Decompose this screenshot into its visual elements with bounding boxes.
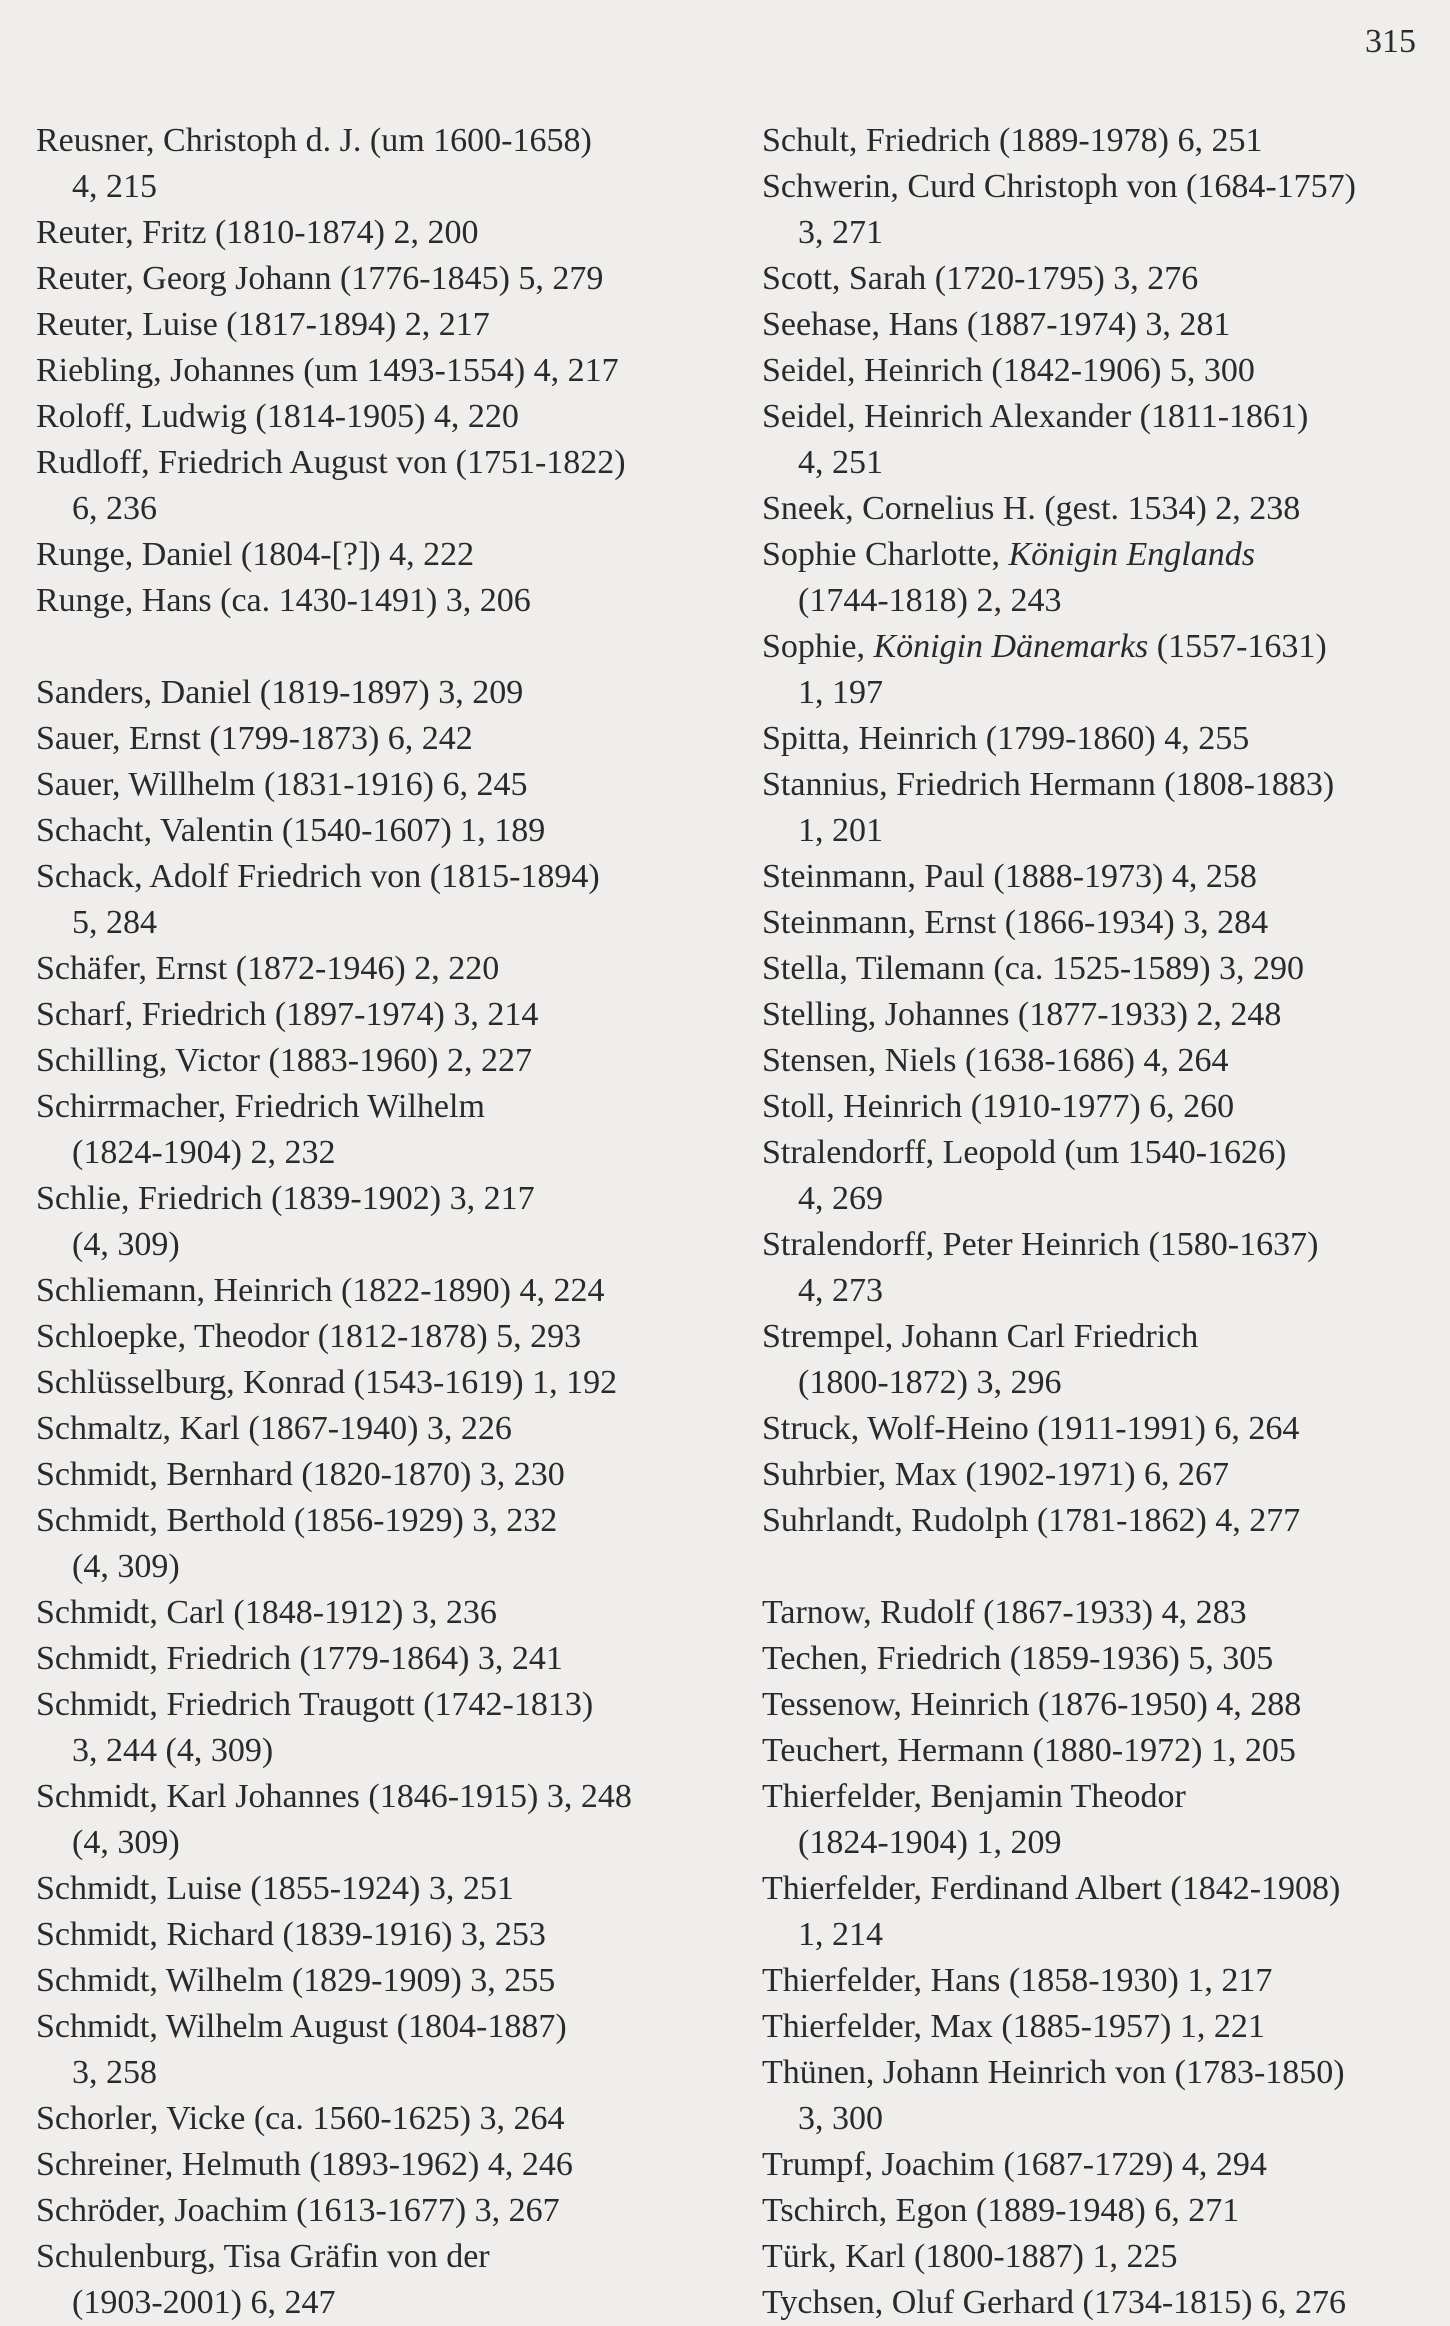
index-entry — [36, 2004, 716, 2096]
entry-text: (4, 309) — [72, 1226, 180, 1263]
index-entry — [762, 854, 1442, 900]
entry-text: (1744-1818) 2, 243 — [798, 582, 1062, 619]
entry-text: Schäfer, Ernst (1872-1946) 2, 220 — [36, 950, 500, 987]
index-entry — [36, 1636, 716, 1682]
entry-text: Schloepke, Theodor (1812-1878) 5, 293 — [36, 1318, 582, 1355]
index-column-right — [762, 118, 1442, 2326]
entry-text: Tschirch, Egon (1889-1948) 6, 271 — [762, 2192, 1240, 2229]
entry-text: Schacht, Valentin (1540-1607) 1, 189 — [36, 812, 546, 849]
entry-text: Schwerin, Curd Christoph von (1684-1757) — [762, 168, 1357, 205]
index-entry — [762, 118, 1442, 164]
entry-text: (1557-1631) — [1148, 628, 1327, 665]
index-entry — [36, 1176, 716, 1268]
entry-text: Strempel, Johann Carl Friedrich — [762, 1318, 1199, 1355]
entry-text: Sophie Charlotte, — [762, 536, 1009, 573]
entry-text: Reusner, Christoph d. J. (um 1600-1658) — [36, 122, 592, 159]
entry-text: Reuter, Luise (1817-1894) 2, 217 — [36, 306, 490, 343]
entry-text: Sneek, Cornelius H. (gest. 1534) 2, 238 — [762, 490, 1301, 527]
index-entry — [762, 2142, 1442, 2188]
entry-text: Schulenburg, Tisa Gräfin von der — [36, 2238, 490, 2275]
index-entry — [36, 210, 716, 256]
index-entry — [36, 716, 716, 762]
entry-text: 3, 271 — [798, 214, 883, 251]
entry-text: Sanders, Daniel (1819-1897) 3, 209 — [36, 674, 524, 711]
index-entry — [762, 394, 1442, 486]
entry-text: (4, 309) — [72, 1548, 180, 1585]
page-number: 315 — [1365, 23, 1416, 60]
entry-text: Stoll, Heinrich (1910-1977) 6, 260 — [762, 1088, 1235, 1125]
index-entry — [762, 1222, 1442, 1314]
entry-text: 4, 215 — [72, 168, 157, 205]
entry-text: Schmidt, Carl (1848-1912) 3, 236 — [36, 1594, 497, 1631]
index-entry — [762, 348, 1442, 394]
index-entry — [762, 1314, 1442, 1406]
index-entry — [762, 2188, 1442, 2234]
entry-text: Thierfelder, Max (1885-1957) 1, 221 — [762, 2008, 1265, 2045]
index-entry — [36, 394, 716, 440]
entry-text: Sophie, — [762, 628, 874, 665]
index-entry — [36, 1084, 716, 1176]
entry-text: Schlie, Friedrich (1839-1902) 3, 217 — [36, 1180, 535, 1217]
index-entry — [36, 1682, 716, 1774]
index-entry — [36, 578, 716, 624]
entry-text: 4, 269 — [798, 1180, 883, 1217]
entry-text: Scott, Sarah (1720-1795) 3, 276 — [762, 260, 1199, 297]
index-entry — [36, 348, 716, 394]
entry-text: Türk, Karl (1800-1887) 1, 225 — [762, 2238, 1178, 2275]
index-entry — [36, 1498, 716, 1590]
index-entry — [36, 440, 716, 532]
entry-text: Seehase, Hans (1887-1974) 3, 281 — [762, 306, 1231, 343]
entry-text: Steinmann, Paul (1888-1973) 4, 258 — [762, 858, 1257, 895]
entry-text: Schmidt, Karl Johannes (1846-1915) 3, 248 — [36, 1778, 632, 1815]
entry-text: 4, 251 — [798, 444, 883, 481]
entry-text: (4, 309) — [72, 1824, 180, 1861]
entry-text: Thünen, Johann Heinrich von (1783-1850) — [762, 2054, 1345, 2091]
entry-text: Sauer, Ernst (1799-1873) 6, 242 — [36, 720, 473, 757]
entry-text: Roloff, Ludwig (1814-1905) 4, 220 — [36, 398, 519, 435]
entry-text: 1, 201 — [798, 812, 883, 849]
index-entry — [36, 1958, 716, 2004]
entry-text: 5, 284 — [72, 904, 157, 941]
index-entry — [36, 854, 716, 946]
index-entry — [762, 1130, 1442, 1222]
index-entry — [762, 1958, 1442, 2004]
index-entry — [36, 2234, 716, 2326]
entry-text: Seidel, Heinrich (1842-1906) 5, 300 — [762, 352, 1255, 389]
entry-text: (1824-1904) 1, 209 — [798, 1824, 1062, 1861]
index-entry — [762, 992, 1442, 1038]
entry-text: Reuter, Fritz (1810-1874) 2, 200 — [36, 214, 479, 251]
entry-text: Reuter, Georg Johann (1776-1845) 5, 279 — [36, 260, 604, 297]
entry-text: Schlüsselburg, Konrad (1543-1619) 1, 192 — [36, 1364, 618, 1401]
entry-text: Struck, Wolf-Heino (1911-1991) 6, 264 — [762, 1410, 1300, 1447]
index-entry — [762, 716, 1442, 762]
index-entry — [762, 1682, 1442, 1728]
entry-text: Schliemann, Heinrich (1822-1890) 4, 224 — [36, 1272, 605, 1309]
index-column-left — [36, 118, 716, 2326]
entry-text: Thierfelder, Ferdinand Albert (1842-1908) — [762, 1870, 1341, 1907]
index-entry — [36, 1452, 716, 1498]
letter-group-gap — [762, 1544, 1442, 1590]
index-entry — [762, 2050, 1442, 2142]
index-entry — [36, 1406, 716, 1452]
entry-text: 3, 300 — [798, 2100, 883, 2137]
entry-text: Schreiner, Helmuth (1893-1962) 4, 246 — [36, 2146, 573, 2183]
index-entry — [36, 808, 716, 854]
index-entry — [762, 1774, 1442, 1866]
entry-text: Techen, Friedrich (1859-1936) 5, 305 — [762, 1640, 1274, 1677]
index-entry — [36, 2096, 716, 2142]
entry-text: Stralendorff, Leopold (um 1540-1626) — [762, 1134, 1287, 1171]
index-entry — [762, 762, 1442, 854]
entry-text: Schorler, Vicke (ca. 1560-1625) 3, 264 — [36, 2100, 565, 2137]
index-entry — [762, 900, 1442, 946]
entry-text: Stannius, Friedrich Hermann (1808-1883) — [762, 766, 1335, 803]
entry-text: Thierfelder, Benjamin Theodor — [762, 1778, 1186, 1815]
index-entry — [36, 1774, 716, 1866]
entry-text: 6, 236 — [72, 490, 157, 527]
index-entry — [36, 1912, 716, 1958]
entry-text: Trumpf, Joachim (1687-1729) 4, 294 — [762, 2146, 1267, 2183]
entry-text: Schirrmacher, Friedrich Wilhelm — [36, 1088, 485, 1125]
index-entry — [762, 302, 1442, 348]
entry-text: Scharf, Friedrich (1897-1974) 3, 214 — [36, 996, 539, 1033]
entry-text: Schmidt, Richard (1839-1916) 3, 253 — [36, 1916, 546, 1953]
entry-text: Schröder, Joachim (1613-1677) 3, 267 — [36, 2192, 560, 2229]
entry-text: Suhrbier, Max (1902-1971) 6, 267 — [762, 1456, 1230, 1493]
italic-title: Königin Dänemarks — [873, 628, 1149, 665]
index-entry — [762, 1728, 1442, 1774]
entry-text: Schmaltz, Karl (1867-1940) 3, 226 — [36, 1410, 512, 1447]
index-entry — [762, 946, 1442, 992]
index-entry — [762, 1038, 1442, 1084]
entry-text: 3, 258 — [72, 2054, 157, 2091]
entry-text: Stella, Tilemann (ca. 1525-1589) 3, 290 — [762, 950, 1305, 987]
entry-text: Spitta, Heinrich (1799-1860) 4, 255 — [762, 720, 1250, 757]
entry-text: Schmidt, Wilhelm (1829-1909) 3, 255 — [36, 1962, 556, 1999]
entry-text: Schmidt, Bernhard (1820-1870) 3, 230 — [36, 1456, 565, 1493]
index-entry — [36, 762, 716, 808]
index-entry — [762, 532, 1442, 624]
index-entry — [36, 256, 716, 302]
entry-text: Schmidt, Berthold (1856-1929) 3, 232 — [36, 1502, 558, 1539]
index-entry — [762, 256, 1442, 302]
entry-text: Tarnow, Rudolf (1867-1933) 4, 283 — [762, 1594, 1247, 1631]
entry-text: Stensen, Niels (1638-1686) 4, 264 — [762, 1042, 1229, 1079]
index-entry — [36, 118, 716, 210]
index-entry — [36, 1314, 716, 1360]
entry-text: 4, 273 — [798, 1272, 883, 1309]
entry-text: Rudloff, Friedrich August von (1751-1822) — [36, 444, 626, 481]
index-entry — [36, 946, 716, 992]
index-entry — [36, 302, 716, 348]
entry-text: 1, 197 — [798, 674, 883, 711]
entry-text: Steinmann, Ernst (1866-1934) 3, 284 — [762, 904, 1269, 941]
entry-text: Suhrlandt, Rudolph (1781-1862) 4, 277 — [762, 1502, 1301, 1539]
index-entry — [36, 1360, 716, 1406]
entry-text: Stralendorff, Peter Heinrich (1580-1637) — [762, 1226, 1319, 1263]
entry-text: Schilling, Victor (1883-1960) 2, 227 — [36, 1042, 532, 1079]
index-entry — [762, 624, 1442, 716]
index-entry — [762, 164, 1442, 256]
italic-title: Königin Englands — [1008, 536, 1255, 573]
entry-text: Sauer, Willhelm (1831-1916) 6, 245 — [36, 766, 528, 803]
index-entry — [36, 1866, 716, 1912]
index-entry — [36, 1038, 716, 1084]
entry-text: Runge, Hans (ca. 1430-1491) 3, 206 — [36, 582, 531, 619]
entry-text: Schack, Adolf Friedrich von (1815-1894) — [36, 858, 600, 895]
index-entry — [36, 1268, 716, 1314]
entry-text: Schmidt, Friedrich (1779-1864) 3, 241 — [36, 1640, 563, 1677]
entry-text: Schult, Friedrich (1889-1978) 6, 251 — [762, 122, 1263, 159]
entry-text: Runge, Daniel (1804-[?]) 4, 222 — [36, 536, 475, 573]
entry-text: (1800-1872) 3, 296 — [798, 1364, 1062, 1401]
entry-text: Schmidt, Friedrich Traugott (1742-1813) — [36, 1686, 594, 1723]
index-entry — [762, 1452, 1442, 1498]
index-entry — [762, 1084, 1442, 1130]
index-entry — [762, 1406, 1442, 1452]
index-entry — [36, 992, 716, 1038]
entry-text: Teuchert, Hermann (1880-1972) 1, 205 — [762, 1732, 1296, 1769]
entry-text: Schmidt, Wilhelm August (1804-1887) — [36, 2008, 567, 2045]
entry-text: Thierfelder, Hans (1858-1930) 1, 217 — [762, 1962, 1273, 1999]
index-entry — [762, 1498, 1442, 1544]
index-entry — [762, 2004, 1442, 2050]
entry-text: (1903-2001) 6, 247 — [72, 2284, 336, 2321]
entry-text: (1824-1904) 2, 232 — [72, 1134, 336, 1171]
index-entry — [762, 2234, 1442, 2280]
index-entry — [762, 1866, 1442, 1958]
entry-text: Stelling, Johannes (1877-1933) 2, 248 — [762, 996, 1282, 1033]
letter-group-gap — [36, 624, 716, 670]
entry-text: Seidel, Heinrich Alexander (1811-1861) — [762, 398, 1309, 435]
entry-text: 3, 244 (4, 309) — [72, 1732, 274, 1769]
index-entry — [762, 1636, 1442, 1682]
index-entry — [762, 486, 1442, 532]
entry-text: Schmidt, Luise (1855-1924) 3, 251 — [36, 1870, 514, 1907]
index-entry — [36, 1590, 716, 1636]
entry-text: Riebling, Johannes (um 1493-1554) 4, 217 — [36, 352, 619, 389]
index-entry — [36, 670, 716, 716]
entry-text: Tychsen, Oluf Gerhard (1734-1815) 6, 276 — [762, 2284, 1346, 2321]
index-entry — [762, 1590, 1442, 1636]
entry-text: Tessenow, Heinrich (1876-1950) 4, 288 — [762, 1686, 1302, 1723]
index-entry — [36, 2188, 716, 2234]
entry-text: 1, 214 — [798, 1916, 883, 1953]
index-entry — [762, 2280, 1442, 2326]
index-entry — [36, 2142, 716, 2188]
index-entry — [36, 532, 716, 578]
